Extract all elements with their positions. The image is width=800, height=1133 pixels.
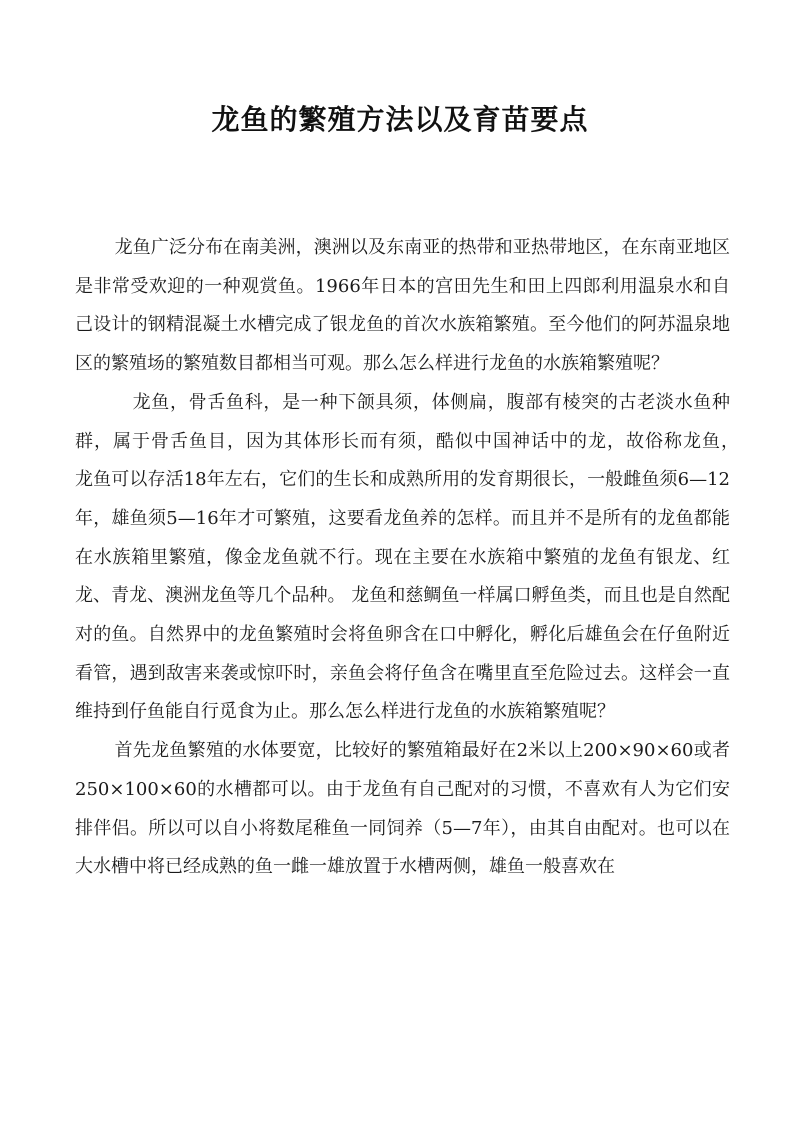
document-body	[75, 229, 766, 887]
paragraph-breeding-tank: 首先龙鱼繁殖的水体要宽，比较好的繁殖箱最好在2米以上200×90×60或者250×100×60的水槽都可以。由于龙鱼有自己配对的习惯，不喜欢有人为它们安排伴侣。所以可以自小将数尾稚鱼一同饲养（5—7年），由其自由配对。也可以在大水槽中将已经成熟的鱼一雌一雄放置于水槽两侧，雄鱼一般喜欢在	[75, 740, 730, 878]
page-title: 龙鱼的繁殖方法以及育苗要点	[211, 103, 589, 136]
paragraph-intro: 龙鱼广泛分布在南美洲，澳洲以及东南亚的热带和亚热带地区，在东南亚地区是非常受欢迎的一种观赏鱼。1966年日本的宫田先生和田上四郎利用温泉水和自己设计的钢精混凝土水槽完成了银龙鱼的首次水族箱繁殖。至今他们的阿苏温泉地区的繁殖场的繁殖数目都相当可观。那么怎么样进行龙鱼的水族箱繁殖呢？	[75, 237, 730, 375]
paragraph-description: 龙鱼，骨舌鱼科，是一种下颌具须，体侧扁，腹部有棱突的古老淡水鱼种群，属于骨舌鱼目，因为其体形长而有须，酷似中国神话中的龙，故俗称龙鱼， 龙鱼可以存活18年左右，它们的生长和成熟所用的发育期很长，一般雌鱼须6—12年，雄鱼须5—16年才可繁殖，这要看龙鱼养的怎样。而且并不是所有的龙鱼都能在水族箱里繁殖，像金龙鱼就不行。现在主要在水族箱中繁殖的龙鱼有银龙、红龙、青龙、澳洲龙鱼等几个品种。 龙鱼和慈鲷鱼一样属口孵鱼类，而且也是自然配对的鱼。自然界中的龙鱼繁殖时会将鱼卵含在口中孵化，孵化后雄鱼会在仔鱼附近看管，遇到敌害来袭或惊吓时，亲鱼会将仔鱼含在嘴里直至危险过去。这样会一直维持到仔鱼能自行觅食为止。那么怎么样进行龙鱼的水族箱繁殖呢？	[75, 391, 766, 723]
